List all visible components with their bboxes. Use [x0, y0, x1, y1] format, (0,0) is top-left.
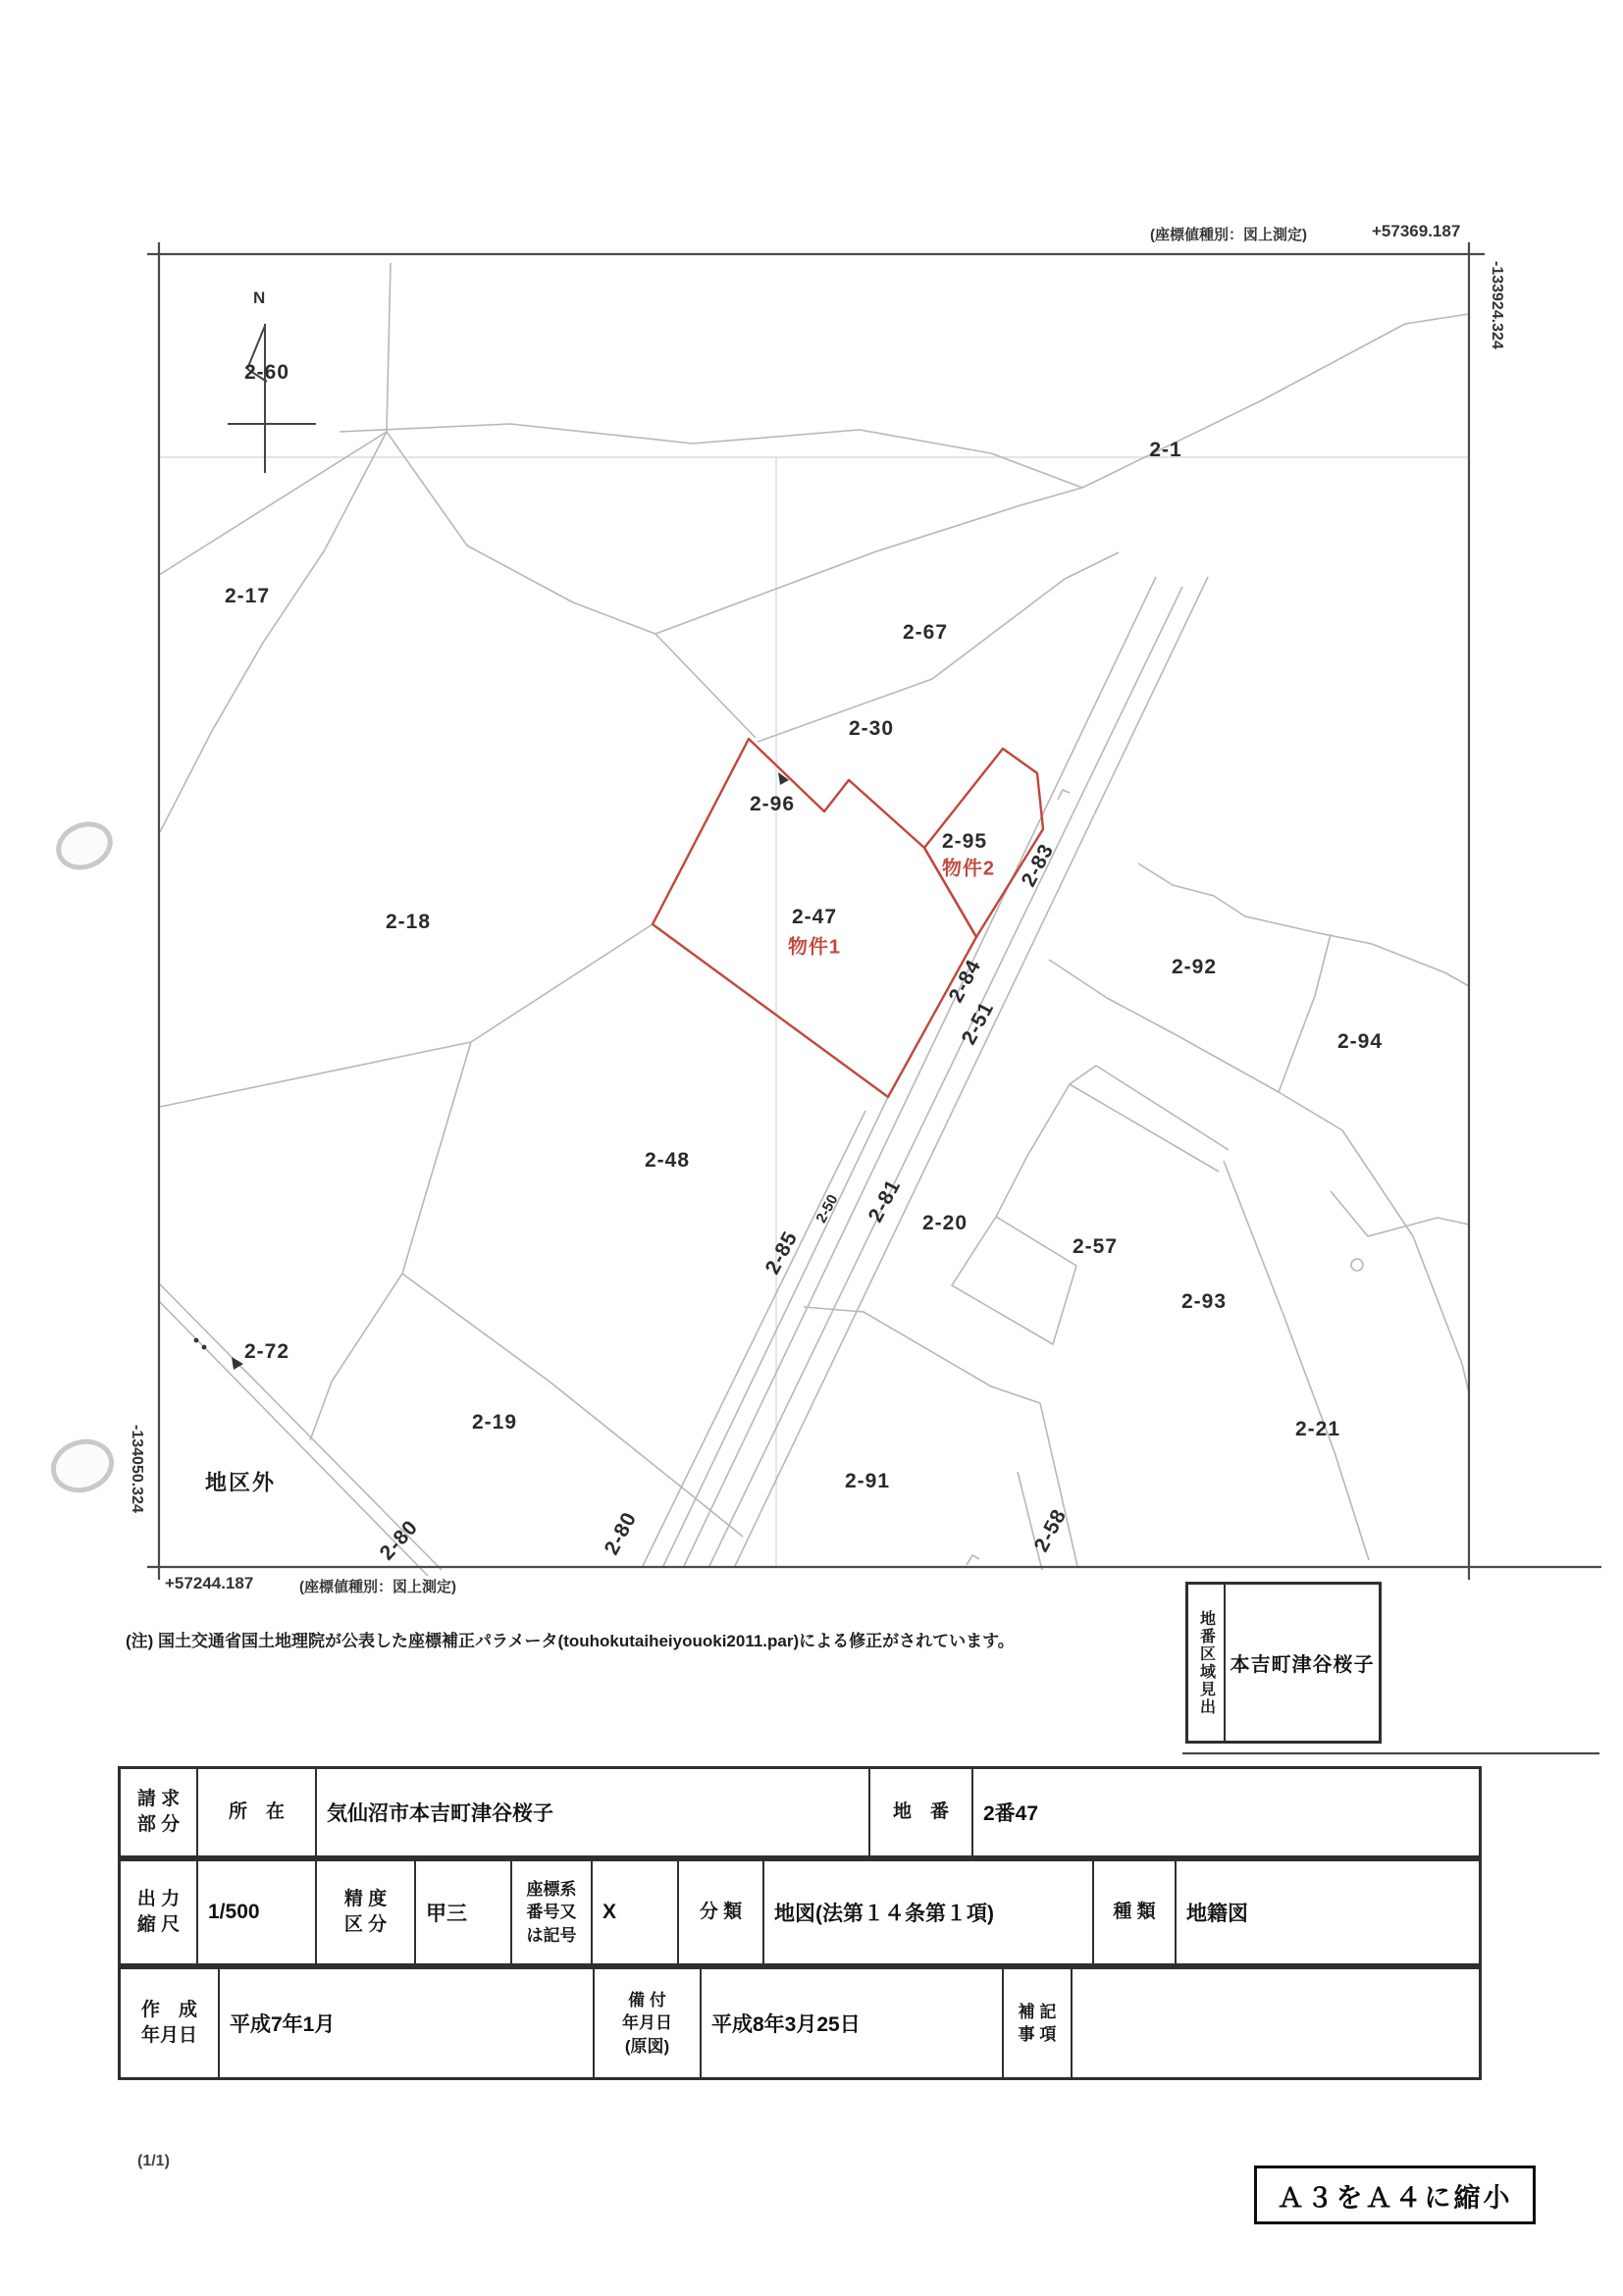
- parcel-label: 2-47: [791, 906, 838, 928]
- cell-classification-value: [764, 1861, 1094, 1963]
- lot-number-label: 地 番: [892, 1801, 949, 1823]
- kind-value: 地籍図: [1186, 1903, 1248, 1925]
- location-label: 所 在: [228, 1801, 285, 1823]
- cell-coord-system-label: [512, 1861, 593, 1963]
- classification-value: 地図(法第１４条第１項): [774, 1903, 994, 1925]
- parcel-label: 2-20: [921, 1212, 969, 1234]
- kind-label: 種 類: [1113, 1902, 1156, 1923]
- parcel-label: 2-83: [1017, 840, 1059, 891]
- cell-attached-value: [702, 1969, 1004, 2077]
- parcel-label: 2-80: [600, 1508, 642, 1559]
- parcel-label: 2-19: [471, 1411, 518, 1434]
- request-part-line1: 請 求: [136, 1789, 181, 1810]
- created-line1: 作 成: [140, 2000, 197, 2021]
- survey-marks: [194, 772, 789, 1370]
- parcel-label: 2-58: [1029, 1505, 1072, 1556]
- coord-x-bottom: +57244.187: [165, 1574, 254, 1592]
- output-scale-line1: 出 力: [136, 1889, 181, 1910]
- parcel-label: 2-93: [1180, 1290, 1228, 1313]
- remarks-line1: 補 記: [1018, 2002, 1057, 2021]
- cell-remarks-empty: [1073, 1969, 1485, 2077]
- cell-classification-label: [679, 1861, 764, 1963]
- created-line2: 年月日: [140, 2025, 197, 2046]
- remarks-line2: 事 項: [1018, 2025, 1057, 2044]
- page-number: (1/1): [137, 2153, 170, 2169]
- parcel-label: 2-96: [749, 793, 796, 815]
- cell-lot-number-label: [870, 1769, 973, 1855]
- parcel-label: 2-50: [812, 1191, 842, 1226]
- parcel-label: 2-60: [243, 361, 290, 384]
- parcel-label: 2-21: [1294, 1418, 1341, 1440]
- cell-created-label: [121, 1969, 220, 2077]
- parcel-label: 2-51: [957, 998, 999, 1049]
- reduction-stamp: Ａ３をＡ４に縮小: [1254, 2166, 1536, 2224]
- cell-request-part: [121, 1769, 198, 1855]
- area-index-box: [1185, 1582, 1382, 1744]
- coord-system-line3: は記号: [526, 1925, 577, 1945]
- location-value: 気仙沼市本吉町津谷桜子: [327, 1802, 553, 1825]
- punch-hole-bottom: [47, 1435, 118, 1497]
- area-index-title: 地番区域見出: [1197, 1609, 1215, 1716]
- attached-value: 平成8年3月25日: [711, 2013, 861, 2036]
- classification-label: 分 類: [699, 1902, 743, 1923]
- lot-number-value: 2番47: [983, 1802, 1039, 1825]
- north-arrow: [228, 324, 316, 473]
- table-row-attributes: [118, 1858, 1482, 1966]
- parcel-label: 2-80: [375, 1515, 423, 1565]
- coord-type-bottom: (座標値種別：図上測定): [299, 1579, 456, 1595]
- parcel-label: 2-92: [1171, 956, 1218, 978]
- parcel-label: 2-94: [1336, 1030, 1384, 1053]
- area-index-value: 本吉町津谷桜子: [1230, 1654, 1375, 1676]
- cell-output-scale-label: [121, 1861, 198, 1963]
- parcel-label: 2-95: [941, 830, 988, 853]
- highlight-label-bukken1: 物件1: [787, 936, 842, 959]
- parcel-label: 2-18: [385, 911, 432, 933]
- coord-y-left: -134050.324: [129, 1425, 145, 1513]
- correction-note: (注) 国土交通省国土地理院が公表した座標補正パラメータ(touhokutaiheiyouoki2011.par)による修正がされています。: [126, 1632, 1015, 1650]
- cell-scale-value: [198, 1861, 317, 1963]
- coord-y-right: -133924.324: [1489, 261, 1505, 349]
- parcel-label: 2-30: [848, 717, 895, 740]
- scale-value: 1/500: [208, 1901, 260, 1923]
- parcel-label: 2-17: [224, 585, 271, 607]
- parcel-label: 2-48: [644, 1149, 691, 1172]
- precision-line1: 精 度: [343, 1889, 388, 1910]
- created-value: 平成7年1月: [230, 2013, 336, 2036]
- cell-location-label: [198, 1769, 317, 1855]
- parcel-label: 2-91: [844, 1470, 891, 1492]
- precision-line2: 区 分: [343, 1914, 388, 1935]
- cell-created-value: [220, 1969, 595, 2077]
- parcel-label: 2-67: [902, 621, 949, 644]
- table-row-location: [118, 1766, 1482, 1858]
- cell-precision-label: [317, 1861, 416, 1963]
- parcel-label: 2-81: [864, 1175, 906, 1226]
- district-outside-label: 地区外: [204, 1470, 277, 1495]
- parcel-label: 2-85: [760, 1227, 803, 1278]
- area-index-title-cell: [1188, 1585, 1226, 1741]
- coord-system-line1: 座標系: [526, 1880, 577, 1900]
- precision-value: 甲三: [426, 1903, 467, 1925]
- punch-hole-top: [52, 816, 117, 874]
- parcel-label: 2-84: [944, 956, 986, 1007]
- parcel-label: 2-72: [243, 1340, 290, 1363]
- map-frame: [147, 242, 1601, 1753]
- output-scale-line2: 縮 尺: [136, 1914, 181, 1935]
- cell-kind-value: [1177, 1861, 1485, 1963]
- attached-line2: 年月日: [622, 2013, 672, 2033]
- coord-system-value: X: [602, 1901, 617, 1923]
- cell-lot-number-value: [973, 1769, 1485, 1855]
- highlight-label-bukken2: 物件2: [941, 858, 996, 880]
- coord-type-top: (座標値種別：図上測定): [1150, 227, 1307, 243]
- cell-precision-value: [416, 1861, 512, 1963]
- parcel-label: 2-1: [1149, 439, 1182, 461]
- north-label: N: [253, 288, 266, 307]
- cell-location-value: [317, 1769, 870, 1855]
- cell-attached-label: [595, 1969, 702, 2077]
- attached-line3: (原図): [624, 2036, 670, 2056]
- cell-kind-label: [1094, 1861, 1177, 1963]
- attached-line1: 備 付: [628, 1991, 666, 2010]
- parcel-label: 2-57: [1072, 1235, 1119, 1258]
- request-part-line2: 部 分: [136, 1814, 181, 1835]
- cell-coord-system-value: [593, 1861, 679, 1963]
- cell-remarks-label: [1004, 1969, 1073, 2077]
- coord-x-top: +57369.187: [1372, 222, 1461, 240]
- table-row-dates: [118, 1966, 1482, 2080]
- coord-system-line2: 番号又: [526, 1903, 577, 1922]
